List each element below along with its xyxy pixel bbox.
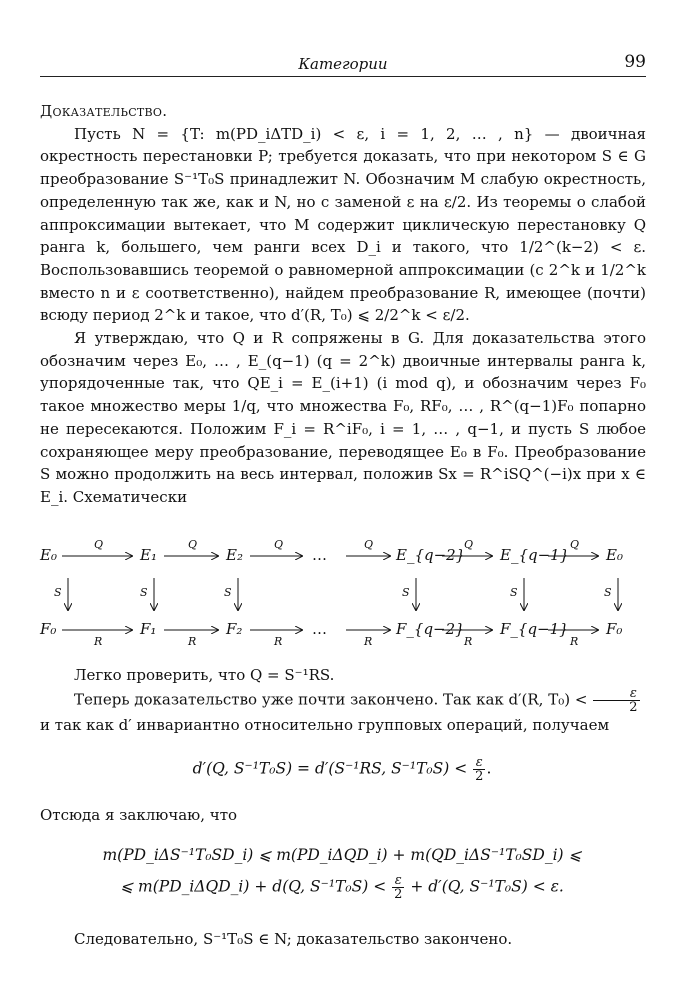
label-q-5: Q	[464, 538, 474, 551]
node-e1: E₁	[140, 546, 157, 564]
equation-2-line-2	[0, 874, 684, 901]
label-r-3: R	[274, 635, 283, 648]
fraction-eps-2-a	[593, 687, 639, 714]
label-r-5: R	[464, 635, 473, 648]
equation-2-line-1-text: m(PD_iΔS⁻¹T₀SD_i) ⩽ m(PD_iΔQD_i) + m(QD_iΔS⁻¹T₀SD_i) ⩽	[102, 846, 582, 864]
after-diagram	[40, 664, 646, 736]
fraction-denominator: 2	[394, 887, 403, 902]
page-number: 99	[624, 52, 646, 72]
proof-body	[40, 100, 646, 509]
equation-1-text: d′(Q, S⁻¹T₀S) = d′(S⁻¹RS, S⁻¹T₀S) <	[192, 759, 468, 778]
label-q-6: Q	[570, 538, 580, 551]
label-s-2: S	[140, 586, 148, 599]
running-title: Категории	[298, 55, 388, 73]
label-s-1: S	[54, 586, 62, 599]
label-s-6: S	[604, 586, 612, 599]
final-block	[40, 928, 646, 951]
label-s-5: S	[510, 586, 518, 599]
fraction-denominator: 2	[629, 699, 638, 715]
conclude-block	[40, 804, 646, 827]
commutative-diagram	[40, 534, 646, 664]
proof-heading: Доказательство.	[40, 102, 168, 120]
paragraph-1: Пусть N = {T: m(PD_iΔTD_i) < ε, i = 1, 2, … , n} — двоичная окрестность перестановки P; требуется доказать, что при некотором S ∈ G преобразование S⁻¹T₀S принадлежит N. Обозначим M слабую окрестность, определенную так же, как и N, но с заменой ε на ε/2. Из теоремы о слабой аппроксимации вытекает, что M содержит циклическую перестановку Q ранга k, большего, чем ранги всех D_i и такого, что 1/2^(k−2) < ε. Воспользовавшись теоремой о равномерной аппроксимации (с 2^k и 1/2^k вместо n и ε соответственно), найдем преобразование R, имеющее (почти) всюду период 2^k и такое, что d′(R, T₀) ⩽ 2/2^k < ε/2.	[40, 124, 646, 325]
label-r-6: R	[570, 635, 579, 648]
fraction-numerator: ε	[473, 756, 485, 770]
fraction-eps-2-c	[392, 874, 404, 901]
node-f0: F₀	[40, 620, 57, 638]
line-invariant: и так как d′ инвариантно относительно групповых операций, получаем	[40, 715, 610, 734]
running-header	[40, 50, 646, 77]
line-check: Легко проверить, что Q = S⁻¹RS.	[74, 666, 335, 684]
node-ellipsis-top: …	[312, 546, 327, 564]
node-f2: F₂	[226, 620, 243, 638]
fraction-eps-2-b	[473, 756, 485, 783]
equation-2-line-1	[0, 846, 684, 864]
node-e0: E₀	[40, 546, 57, 564]
line-almost-text: Теперь доказательство уже почти закончено. Так как d′(R, T₀) <	[74, 690, 588, 709]
fraction-numerator: ε	[392, 874, 404, 888]
label-q-2: Q	[188, 538, 198, 551]
label-r-2: R	[188, 635, 197, 648]
label-r-4: R	[364, 635, 373, 648]
node-fq1: F_{q−1}	[500, 620, 569, 638]
label-s-3: S	[224, 586, 232, 599]
equation-1-end: .	[486, 759, 492, 778]
node-e2: E₂	[226, 546, 243, 564]
node-eq1: E_{q−1}	[500, 546, 570, 564]
line-almost	[40, 687, 646, 714]
node-f0-end: F₀	[606, 620, 623, 638]
line-final: Следовательно, S⁻¹T₀S ∈ N; доказательство закончено.	[74, 930, 513, 948]
equation-1	[0, 756, 684, 783]
label-q-4: Q	[364, 538, 374, 551]
node-fq2: F_{q−2}	[396, 620, 465, 638]
node-ellipsis-bottom: …	[312, 620, 327, 638]
label-s-4: S	[402, 586, 410, 599]
label-q-3: Q	[274, 538, 284, 551]
node-e0-end: E₀	[606, 546, 623, 564]
paragraph-2: Я утверждаю, что Q и R сопряжены в G. Для доказательства этого обозначим через E₀, … , E_(q−1) (q = 2^k) двоичные интервалы ранга k, упорядоченные так, что QE_i = E_(i+1) (i mod q), и обозначим через F₀ такое множество меры 1/q, что множества F₀, RF₀, … , R^(q−1)F₀ попарно не пересекаются. Положим F_i = R^iF₀, i = 1, … , q−1, и пусть S любое сохраняющее меру преобразование, переводящее E₀ в F₀. Преобразование S можно продолжить на весь интервал, положив Sx = R^iSQ^(−i)x при x ∈ E_i. Схематически	[40, 329, 646, 506]
node-eq2: E_{q−2}	[396, 546, 466, 564]
equation-2-line-2-b: + d′(Q, S⁻¹T₀S) < ε.	[410, 877, 564, 896]
label-r-1: R	[94, 635, 103, 648]
fraction-numerator: ε	[593, 687, 639, 701]
node-f1: F₁	[140, 620, 157, 638]
line-conclude: Отсюда я заключаю, что	[40, 806, 238, 824]
fraction-denominator: 2	[475, 769, 484, 784]
label-q-1: Q	[94, 538, 104, 551]
equation-2-line-2-a: ⩽ m(PD_iΔQD_i) + d(Q, S⁻¹T₀S) <	[120, 877, 387, 896]
